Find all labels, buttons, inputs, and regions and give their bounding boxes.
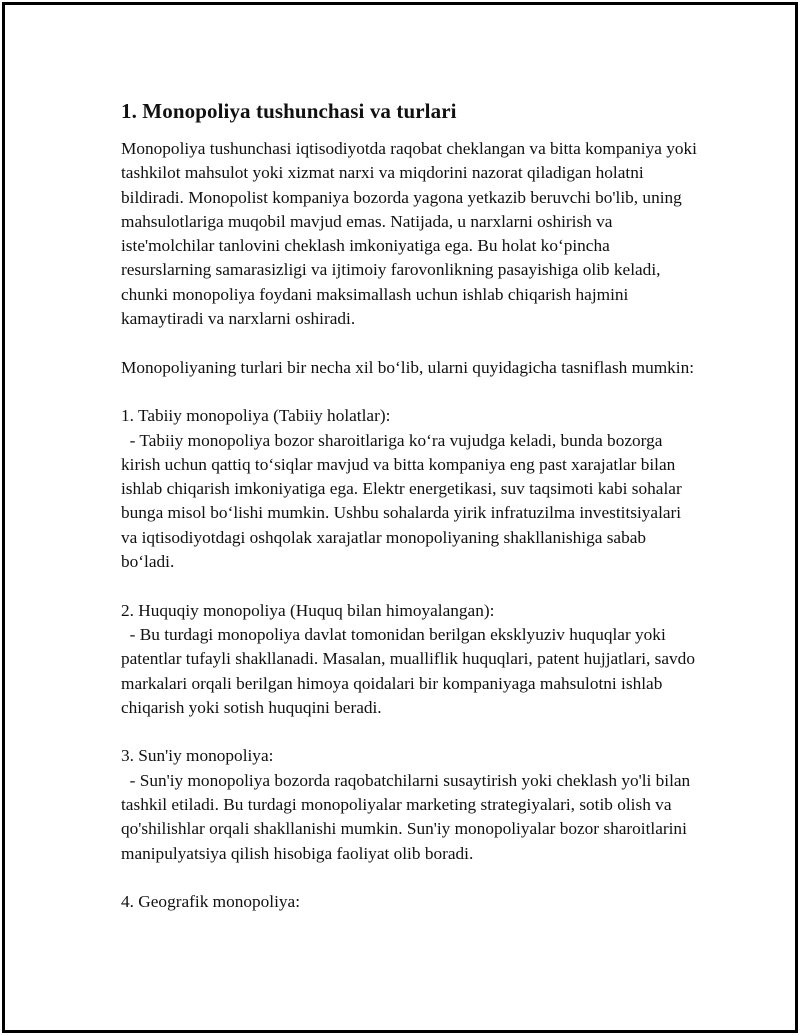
paragraph-spacer (121, 866, 701, 890)
paragraph-definition: Monopoliya tushunchasi iqtisodiyotda raqobat cheklangan va bitta kompaniya yoki tashkilot mahsulot yoki xizmat narxi va miqdorini nazorat qiladigan holatni bildiradi. Monopolist kompaniya bozorda yagona yetkazib beruvchi bo'lib, uning mahsulotlariga muqobil mavjud emas. Natijada, u narxlarni oshirish va iste'molchilar tanlovini cheklash imkoniyatiga ega. Bu holat ko‘pincha resurslarning samarasizligi va ijtimoiy farovonlikning pasayishiga olib keladi, chunki monopoliya foydani maksimallash uchun ishlab chiqarish hajmini kamaytiradi va narxlarni oshiradi. (121, 139, 702, 329)
paragraph-spacer (121, 574, 701, 598)
document-page (2, 2, 798, 1033)
paragraph-legal-monopoly: 2. Huquqiy monopoliya (Huquq bilan himoyalangan): - Bu turdagi monopoliya davlat tomonidan berilgan eksklyuziv huquqlar yoki patentlar tufayli shakllanadi. Masalan, mualliflik huquqlari, patent hujjatlari, savdo markalari orqali berilgan himoya qoidalari bir kompaniyaga mahsulotni ishlab chiqarish yoki sotish huquqini beradi. (121, 600, 695, 717)
section-heading: 1. Monopoliya tushunchasi va turlari (121, 99, 457, 123)
document-body (121, 97, 701, 915)
paragraph-spacer (121, 331, 701, 355)
paragraph-natural-monopoly: 1. Tabiiy monopoliya (Tabiiy holatlar): - Tabiiy monopoliya bozor sharoitlariga ko‘ra vujudga keladi, bunda bozorga kirish uchun qattiq to‘siqlar mavjud va bitta kompaniya eng past xarajatlar bilan ishlab chiqarish imkoniyatiga ega. Elektr energetikasi, suv taqsimoti kabi sohalar bunga misol bo‘lishi mumkin. Ushbu sohalarda yirik infratuzilma investitsiyalari va iqtisodiyotdagi oshqolak xarajatlar monopoliyaning shakllanishiga sabab bo‘ladi. (121, 406, 682, 572)
paragraph-types-intro: Monopoliyaning turlari bir necha xil bo‘lib, ularni quyidagicha tasniflash mumkin: (121, 357, 695, 377)
paragraph-spacer (121, 720, 701, 744)
paragraph-geographic-monopoly: 4. Geografik monopoliya: (121, 892, 301, 912)
paragraph-artificial-monopoly: 3. Sun'iy monopoliya: - Sun'iy monopoliya bozorda raqobatchilarni susaytirish yoki cheklash yo'li bilan tashkil etiladi. Bu turdagi monopoliyalar marketing strategiyalari, sotib olish va qo'shilishlar orqali shakllanishi mumkin. Sun'iy monopoliyalar bozor sharoitlarini manipulyatsiya qilish hisobiga faoliyat olib boradi. (121, 746, 691, 863)
paragraph-spacer (121, 380, 701, 404)
